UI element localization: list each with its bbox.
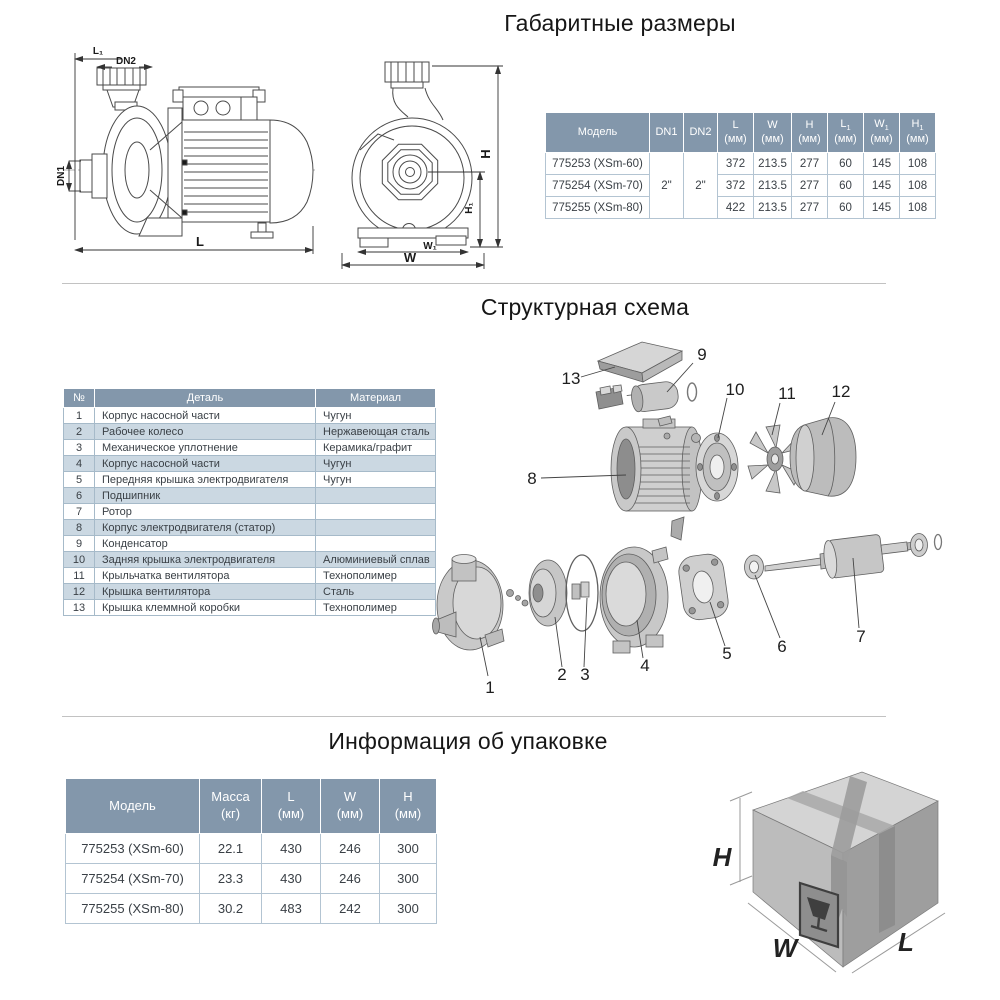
part-connector-block (596, 385, 623, 409)
value-cell: 430 (262, 834, 321, 864)
table-row (546, 197, 936, 219)
part-bracket (600, 547, 668, 653)
table-row (546, 175, 936, 197)
table-row (66, 894, 437, 924)
column-header: Деталь (95, 389, 316, 408)
table-row (64, 472, 436, 488)
part-name-cell: Ротор (95, 504, 316, 520)
dimensions-table (545, 112, 936, 219)
dim-label-dn2: DN2 (115, 56, 137, 67)
column-header: W (мм) (754, 113, 792, 153)
value-cell: 108 (900, 153, 936, 175)
part-rotor (765, 530, 942, 579)
section-title-structure: Структурная схема (480, 294, 690, 320)
column-header: L (мм) (718, 113, 754, 153)
material-cell: Сталь (316, 584, 436, 600)
header-row (64, 389, 436, 408)
part-name-cell: Рабочее колесо (95, 424, 316, 440)
pump-side-view-drawing (55, 40, 345, 270)
table-row (64, 568, 436, 584)
parts-table (63, 388, 436, 616)
part-name-cell: Крышка клеммной коробки (95, 600, 316, 616)
table-row (64, 440, 436, 456)
material-cell: Керамика/графит (316, 440, 436, 456)
section-title-dimensions: Габаритные размеры (504, 10, 736, 36)
material-cell: Чугун (316, 456, 436, 472)
packaging-table (65, 778, 437, 924)
model-cell: 775255 (XSm-80) (546, 197, 650, 219)
part-name-cell: Корпус насосной части (95, 408, 316, 424)
table-row (66, 834, 437, 864)
callout-8: 8 (527, 469, 537, 488)
value-cell: 372 (718, 153, 754, 175)
dn2-cell: 2" (684, 153, 718, 219)
column-header: Масса (кг) (200, 779, 262, 834)
part-stator (611, 416, 702, 511)
part-o-ring (688, 383, 697, 401)
column-header: DN1 (650, 113, 684, 153)
value-cell: 145 (864, 175, 900, 197)
part-number-cell: 9 (64, 536, 95, 552)
part-number-cell: 2 (64, 424, 95, 440)
part-name-cell: Корпус электродвигателя (статор) (95, 520, 316, 536)
package-box-drawing (700, 765, 990, 990)
column-header: L (мм) (262, 779, 321, 834)
material-cell (316, 520, 436, 536)
value-cell: 145 (864, 153, 900, 175)
table-row (64, 504, 436, 520)
table-row (64, 408, 436, 424)
part-number-cell: 12 (64, 584, 95, 600)
callout-13: 13 (561, 369, 581, 388)
part-rear-flange (696, 433, 738, 501)
part-name-cell: Крышка вентилятора (95, 584, 316, 600)
value-cell: 246 (321, 834, 380, 864)
callout-7: 7 (856, 627, 866, 646)
column-header: H (мм) (380, 779, 437, 834)
part-volute (433, 555, 505, 651)
model-cell: 775255 (XSm-80) (66, 894, 200, 924)
callout-3: 3 (580, 665, 590, 684)
part-name-cell: Подшипник (95, 488, 316, 504)
value-cell: 242 (321, 894, 380, 924)
table-row (64, 520, 436, 536)
callout-5: 5 (722, 644, 732, 663)
dn1-cell: 2" (650, 153, 684, 219)
part-number-cell: 11 (64, 568, 95, 584)
part-name-cell: Корпус насосной части (95, 456, 316, 472)
callout-1: 1 (485, 678, 495, 697)
material-cell: Технополимер (316, 568, 436, 584)
callout-10: 10 (725, 380, 745, 399)
table-row (546, 153, 936, 175)
table-row (64, 424, 436, 440)
column-header: Материал (316, 389, 436, 408)
part-terminal-cover (598, 342, 682, 382)
value-cell: 422 (718, 197, 754, 219)
part-number-cell: 13 (64, 600, 95, 616)
material-cell: Технополимер (316, 600, 436, 616)
value-cell: 60 (828, 197, 864, 219)
table-row (64, 552, 436, 568)
part-number-cell: 8 (64, 520, 95, 536)
column-header: H (мм) (792, 113, 828, 153)
part-bearing (745, 555, 764, 579)
column-header: W (мм) (321, 779, 380, 834)
value-cell: 277 (792, 175, 828, 197)
section-divider (62, 283, 886, 284)
box-label-h: H (712, 842, 732, 872)
model-cell: 775253 (XSm-60) (546, 153, 650, 175)
table-row (64, 600, 436, 616)
value-cell: 430 (262, 864, 321, 894)
part-number-cell: 4 (64, 456, 95, 472)
dim-label-w1: W₁ (423, 241, 437, 252)
header-row (546, 113, 936, 153)
section-title-packaging: Информация об упаковке (328, 728, 608, 754)
part-name-cell: Задняя крышка электродвигателя (95, 552, 316, 568)
part-screws (507, 590, 529, 607)
table-row (64, 488, 436, 504)
value-cell: 213.5 (754, 175, 792, 197)
part-name-cell: Крыльчатка вентилятора (95, 568, 316, 584)
model-cell: 775253 (XSm-60) (66, 834, 200, 864)
value-cell: 60 (828, 153, 864, 175)
part-number-cell: 6 (64, 488, 95, 504)
dim-label-dn1: DN1 (56, 165, 67, 187)
dim-label-l: L (196, 234, 204, 249)
column-header: Модель (66, 779, 200, 834)
part-number-cell: 1 (64, 408, 95, 424)
part-name-cell: Конденсатор (95, 536, 316, 552)
part-number-cell: 7 (64, 504, 95, 520)
value-cell: 145 (864, 197, 900, 219)
model-cell: 775254 (XSm-70) (546, 175, 650, 197)
table-row (64, 536, 436, 552)
callout-leaders (480, 363, 859, 676)
value-cell: 300 (380, 834, 437, 864)
callout-12: 12 (831, 382, 851, 401)
fragile-glass-icon (800, 883, 838, 947)
value-cell: 22.1 (200, 834, 262, 864)
model-cell: 775254 (XSm-70) (66, 864, 200, 894)
table-row (64, 456, 436, 472)
material-cell (316, 536, 436, 552)
exploded-diagram (430, 335, 960, 705)
value-cell: 483 (262, 894, 321, 924)
part-impeller (529, 560, 567, 626)
part-number-cell: 3 (64, 440, 95, 456)
callout-6: 6 (777, 637, 787, 656)
material-cell: Чугун (316, 408, 436, 424)
value-cell: 246 (321, 864, 380, 894)
value-cell: 60 (828, 175, 864, 197)
part-small-plug (692, 434, 701, 443)
part-name-cell: Механическое уплотнение (95, 440, 316, 456)
value-cell: 213.5 (754, 153, 792, 175)
value-cell: 108 (900, 175, 936, 197)
dim-label-w: W (403, 250, 417, 265)
table-row (66, 864, 437, 894)
part-fan-cover (790, 418, 856, 497)
material-cell (316, 488, 436, 504)
material-cell: Чугун (316, 472, 436, 488)
part-name-cell: Передняя крышка электродвигателя (95, 472, 316, 488)
value-cell: 277 (792, 153, 828, 175)
column-header: № (64, 389, 95, 408)
value-cell: 300 (380, 864, 437, 894)
value-cell: 30.2 (200, 894, 262, 924)
callout-2: 2 (557, 665, 567, 684)
column-header: $L_1$ (мм) (828, 113, 864, 153)
material-cell: Нержавеющая сталь (316, 424, 436, 440)
value-cell: 300 (380, 894, 437, 924)
section-divider (62, 716, 886, 717)
box-label-w: W (772, 933, 798, 963)
dim-label-h1: H₁ (464, 202, 475, 214)
dim-label-h: H (478, 149, 493, 159)
callout-4: 4 (640, 656, 650, 675)
part-front-cover (677, 552, 730, 622)
column-header: Модель (546, 113, 650, 153)
column-header: DN2 (684, 113, 718, 153)
column-header: $W_1$ (мм) (864, 113, 900, 153)
dim-label-l1: L₁ (92, 46, 104, 57)
callout-11: 11 (778, 384, 796, 403)
part-wedge (671, 517, 684, 540)
header-row (66, 779, 437, 834)
value-cell: 372 (718, 175, 754, 197)
column-header: $H_1$ (мм) (900, 113, 936, 153)
material-cell: Алюминиевый сплав (316, 552, 436, 568)
value-cell: 108 (900, 197, 936, 219)
part-number-cell: 10 (64, 552, 95, 568)
box-label-l: L (898, 927, 914, 957)
part-number-cell: 5 (64, 472, 95, 488)
value-cell: 213.5 (754, 197, 792, 219)
table-row (64, 584, 436, 600)
value-cell: 277 (792, 197, 828, 219)
pump-front-view-drawing (330, 50, 515, 275)
part-mechanical-seal (566, 555, 598, 631)
value-cell: 23.3 (200, 864, 262, 894)
material-cell (316, 504, 436, 520)
part-capacitor (626, 380, 680, 413)
callout-9: 9 (697, 345, 707, 364)
